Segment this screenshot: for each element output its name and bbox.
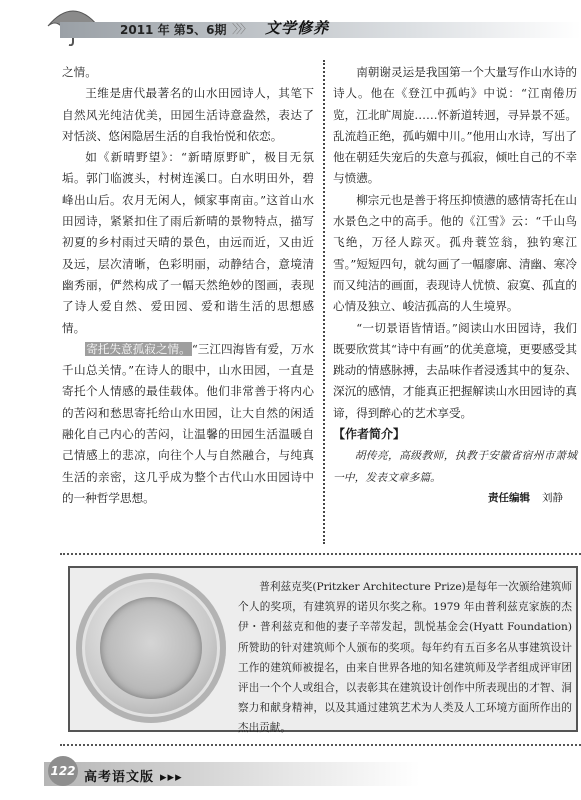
info-box-text (238, 577, 572, 739)
editor-credit (333, 488, 577, 509)
column-divider (323, 60, 325, 544)
footer-title-text: 高考语文版 (84, 770, 155, 785)
section-separator (60, 553, 581, 555)
medal-center (100, 597, 202, 699)
editor-name: 刘静 (542, 491, 563, 504)
paragraph (62, 339, 314, 509)
author-bio-title: 【作者简介】 (333, 427, 406, 442)
paragraph: 王维是唐代最著名的山水田园诗人，其笔下自然风光纯洁优美，田园生活诗意盎然，表达了对恬淡、悠闲隐居生活的自我怡悦和依恋。 (62, 86, 314, 143)
section-highlight: 寄托失意孤寂之情。 (86, 341, 191, 356)
footer-title (84, 766, 183, 785)
paragraph: 如《新晴野望》：“新晴原野旷，极目无氛垢。郭门临渡头，村树连溪口。白水明田外，碧峰出山后。农月无闲人，倾家事南亩。”这首山水田园诗，紧紧扣住了雨后新晴的景物特点，描写初夏的乡村雨过天晴的景色，由远而近，又由近及远，层次清晰，色彩明丽，动静结合，意境清幽秀丽，俨然构成了一幅天然绝妙的图画，表现了诗人爱自然、爱田园、爱和谐生活的思想感情。 (62, 150, 314, 335)
paragraph: 柳宗元也是善于将压抑愤懑的感情寄托在山水景色之中的高手。他的《江雪》云：“千山鸟飞绝，万径人踪灭。孤舟蓑笠翁，独钓寒江雪。”短短四句，就勾画了一幅廖廓、清幽、寒冷而又纯洁的画面，表现诗人忧愤、寂寞、孤直的心情及独立、峻洁孤高的人生境界。 (333, 192, 577, 314)
header-arrows: 〉〉〉 (232, 22, 251, 36)
paragraph: “一切景语皆情语。”阅读山水田园诗，我们既要欣赏其“诗中有画”的优美意境，更要感受其跳动的情感脉搏，去品味作者浸透其中的复杂、深沉的感情，才能真正把握解读山水田园诗的真谛，得到醉心的艺术享受。 (333, 320, 577, 420)
editor-label: 责任编辑 (488, 491, 530, 504)
bottom-separator (60, 744, 581, 746)
paragraph: 南朝谢灵运是我国第一个大量写作山水诗的诗人。他在《登江中孤屿》中说：“江南倦历览，江北旷周旋……怀新道转迥，寻异景不延。乱流趋正绝，孤屿媚中川。”他用山水诗，写出了他在朝廷失宠后的失意与孤寂，倾吐自己的不幸与愤懑。 (333, 65, 577, 186)
paragraph: 之情。 (62, 65, 97, 79)
right-column (333, 62, 577, 509)
author-bio-text: 胡传亮，高级教师，执教于安徽省宿州市萧城一中，发表文章多篇。 (333, 449, 577, 484)
page-number: 122 (48, 756, 78, 786)
paragraph: 普利兹克奖(Pritzker Architecture Prize)是每年一次颁给建筑师个人的奖项，有建筑界的诺贝尔奖之称。1979 年由普利兹克家族的杰伊・普利兹克和他的妻子辛蒂发起，凯悦基金会(Hyatt Foundation)所赞助的针对建筑师个人颁布的奖项。每年约有五百多名从事建筑设计工作的建筑师被提名，由来自世界各地的知名建筑师及学者组成评审团评出一个个人或组合，以表彰其在建筑设计创作中所表现出的才智、洞察力和献身精神，以及其通过建筑艺术为人类及人工环境方面所作出的杰出贡献。 (238, 581, 572, 735)
footer-arrows: ▸▸▸ (160, 770, 183, 785)
column-title: 文学修养 (265, 19, 330, 37)
issue-label: 2011 年 第5、6期 (120, 23, 227, 37)
page-header (0, 0, 581, 48)
medal-image (76, 573, 226, 723)
paragraph-text: “三江四海皆有爱，万水千山总关情。”在诗人的眼中，山水田园，一直是寄托个人情感的最佳载体。他们非常善于将内心的苦闷和愁思寄托给山水田园，让大自然的闲适融化自己内心的苦闷，让温馨的田园生活温暖自己情感上的悲凉，向往个人与自然融合，与纯真生活的亲密，这几乎成为整个古代山水田园诗中的一种哲学思想。 (62, 341, 314, 505)
left-column (62, 62, 314, 509)
